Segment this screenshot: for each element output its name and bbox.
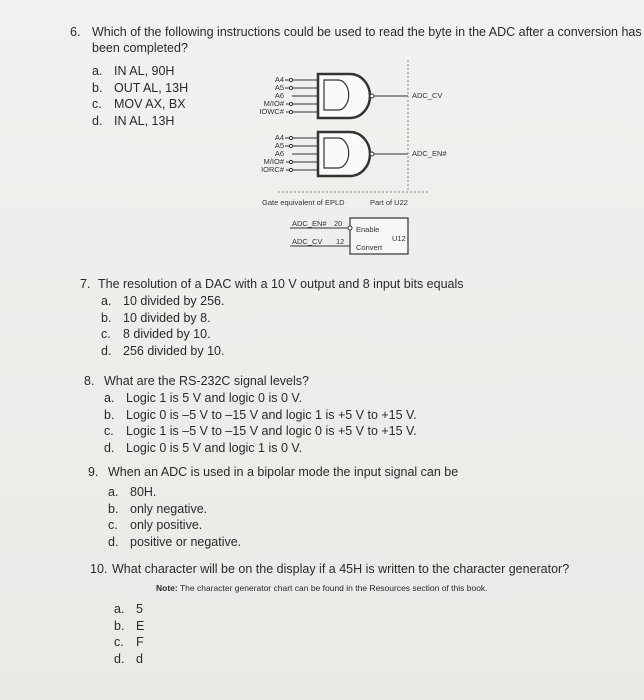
question-7-option-b: b. 10 divided by 8.: [101, 310, 211, 325]
question-10-option-c: c. F: [114, 635, 144, 649]
gate1-input-label: A4: [274, 75, 284, 84]
gate2-input-label: A6: [274, 149, 284, 158]
part-label: Part of U22: [370, 198, 408, 207]
question-6-option-c: c. MOV AX, BX: [92, 97, 186, 111]
question-9-option-b: b. only negative.: [108, 501, 208, 516]
question-6-option-b: b. OUT AL, 13H: [92, 80, 189, 95]
decoder-circuit-diagram: [0, 0, 644, 270]
gate2-output-label: ADC_EN#: [412, 149, 447, 158]
question-7-option-c: c. 8 divided by 10.: [101, 327, 211, 341]
chip-pin2-number: 12: [336, 237, 345, 246]
question-9-option-a: a. 80H.: [108, 485, 157, 499]
question-6-option-d: d. IN AL, 13H: [92, 113, 175, 128]
question-6-number: 6.: [70, 25, 81, 39]
chip-pin2-name: ADC_CV: [292, 237, 323, 246]
question-9-text: When an ADC is used in a bipolar mode the input signal can be: [108, 465, 459, 479]
question-10-option-b: b. E: [114, 618, 145, 633]
question-6-text-line1: Which of the following instructions could be used to read the byte in the ADC after a conversion has: [92, 25, 642, 39]
question-9: [88, 464, 458, 480]
question-8-option-c: c. Logic 1 is –5 V to –15 V and logic 0 is +5 V to +15 V.: [104, 424, 417, 438]
question-9-option-c: c. only positive.: [108, 518, 203, 532]
chip-name: U12: [392, 234, 406, 243]
question-10-number: 10.: [90, 562, 108, 576]
note-label: Note:: [156, 583, 178, 593]
question-8-option-a: a. Logic 1 is 5 V and logic 0 is 0 V.: [104, 391, 303, 405]
gate2-input-label: M/IO#: [263, 157, 284, 166]
question-7-number: 7.: [80, 277, 91, 291]
gate1-input-label: M/IO#: [263, 99, 284, 108]
question-10-note: [156, 583, 488, 593]
chip-pin1-number: 20: [334, 219, 343, 228]
question-8-number: 8.: [84, 374, 95, 388]
question-7: [80, 276, 464, 292]
chip-pin1-name: ADC_EN#: [292, 219, 327, 228]
question-10-text: What character will be on the display if a 45H is written to the character generator?: [112, 562, 570, 576]
gate2-input-label: A4: [274, 133, 284, 142]
gate2-input-label: A5: [274, 141, 284, 150]
question-8-options: [104, 390, 417, 456]
question-6-text-line2: been completed?: [92, 41, 188, 55]
question-8: [84, 373, 309, 389]
question-10-options: [114, 601, 144, 667]
gate1-output-label: ADC_CV: [412, 91, 443, 100]
question-10: [90, 561, 569, 577]
gate1-input-label: A6: [274, 91, 284, 100]
question-10-option-a: a. 5: [114, 602, 143, 616]
chip-enable-label: Enable: [356, 225, 380, 234]
question-9-number: 9.: [88, 465, 99, 479]
question-7-option-a: a. 10 divided by 256.: [101, 294, 225, 308]
question-8-text: What are the RS-232C signal levels?: [104, 374, 309, 388]
question-9-option-d: d. positive or negative.: [108, 534, 242, 549]
question-6-option-a: a. IN AL, 90H: [92, 64, 175, 78]
question-8-option-d: d. Logic 0 is 5 V and logic 1 is 0 V.: [104, 440, 303, 455]
question-7-option-d: d. 256 divided by 10.: [101, 343, 225, 358]
question-10-option-d: d. d: [114, 651, 143, 666]
question-8-option-b: b. Logic 0 is –5 V to –15 V and logic 1 is +5 V to +15 V.: [104, 407, 417, 422]
gate1-input-label: A5: [274, 83, 284, 92]
gate2-input-label: IORC#: [261, 165, 284, 174]
epld-label: Gate equivalent of EPLD: [262, 198, 345, 207]
question-7-options: [101, 293, 224, 359]
question-7-text: The resolution of a DAC with a 10 V output and 8 input bits equals: [98, 277, 464, 291]
note-text: The character generator chart can be found in the Resources section of this book.: [179, 583, 488, 593]
gate1-input-label: IOWC#: [259, 107, 284, 116]
chip-convert-label: Convert: [356, 243, 383, 252]
question-9-options: [108, 484, 241, 550]
